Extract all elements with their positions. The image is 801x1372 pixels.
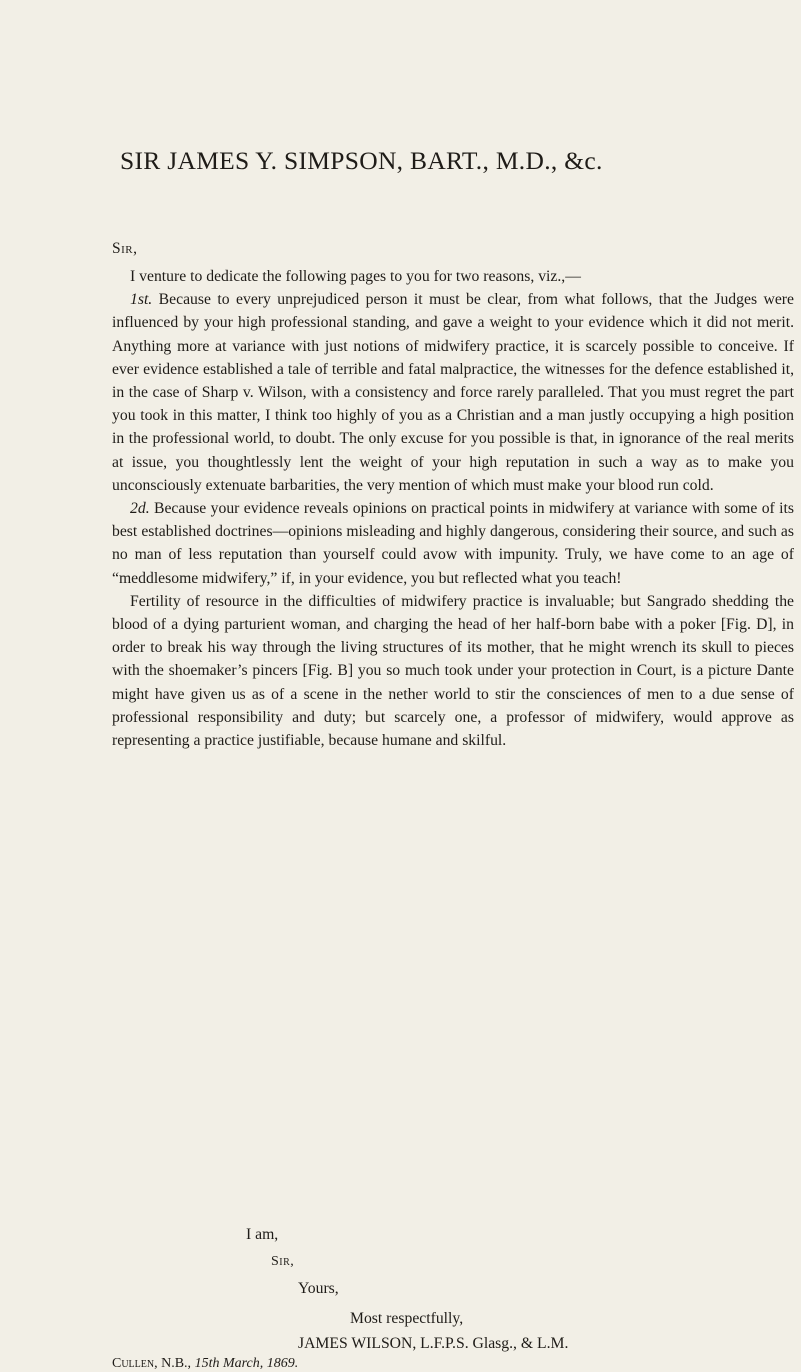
letter-body xyxy=(112,265,794,752)
closing-i-am: I am, xyxy=(246,1226,279,1243)
dedication-heading: SIR JAMES Y. SIMPSON, BART., M.D., &c. xyxy=(120,146,603,175)
paragraph-second-reason xyxy=(112,497,794,590)
paragraph-fertility xyxy=(112,590,794,752)
paragraph-text: Because your evidence reveals opinions on practical points in midwifery at variance with some of its best established doctrines—opinions misleading and highly dangerous, considering their source, and such as no man of less reputation than yourself could avow with impunity. Truly, we have come to an age of “meddlesome midwifery,” if, in your evidence, you but reflected what you teach! xyxy=(112,500,794,587)
salutation: Sir, xyxy=(112,240,138,257)
intro-line: I venture to dedicate the following pages to you for two reasons, viz.,— xyxy=(130,268,581,285)
paragraph-text: Fertility of resource in the difficulties of midwifery practice is invaluable; but Sangrado shedding the blood of a dying parturient woman, and charging the head of her half-born babe with a poker [Fig. D], in order to break his way through the living structures of its mother, that he might wrench its skull to pieces with the shoemaker’s pincers [Fig. B] you so much took under your protection in Court, is a picture Dante might have given us as of a scene in the nether world to stir the consciences of men to a due sense of professional responsibility and duty; but scarcely one, a professor of midwifery, would approve as representing a practice justifiable, because humane and skilful. xyxy=(112,592,794,750)
paragraph-first-reason xyxy=(112,288,794,497)
place-and-date xyxy=(112,1356,298,1372)
date: 15th March, 1869. xyxy=(194,1356,299,1371)
closing-respectfully: Most respectfully, xyxy=(350,1310,464,1327)
signature: JAMES WILSON, L.F.P.S. Glasg., & L.M. xyxy=(298,1335,569,1352)
paragraph-number: 2d. xyxy=(130,500,150,518)
place: Cullen, N.B., xyxy=(112,1356,195,1371)
closing-sir: Sir, xyxy=(271,1254,295,1269)
closing-yours: Yours, xyxy=(298,1280,339,1297)
paragraph-text: Because to every unprejudiced person it must be clear, from what follows, that the Judges were influenced by your high professional standing, and gave a weight to your evidence which it did not merit. Anything more at variance with just notions of midwifery practice, it is scarcely possible to conceive. If ever evidence established a tale of terrible and fatal malpractice, the witnesses for the defence established it, in the case of Sharp v. Wilson, with a consistency and force rarely paralleled. That you must regret the part you took in this matter, I think too highly of you as a Christian and a man justly occupying a high position in the professional world, to doubt. The only excuse for you possible is that, in ignorance of the real merits at issue, you thoughtlessly lent the weight of your high reputation in such a way as to make you unconsciously extenuate barbarities, the very mention of which must make your blood run cold. xyxy=(112,291,794,494)
paragraph-number: 1st. xyxy=(130,291,153,309)
